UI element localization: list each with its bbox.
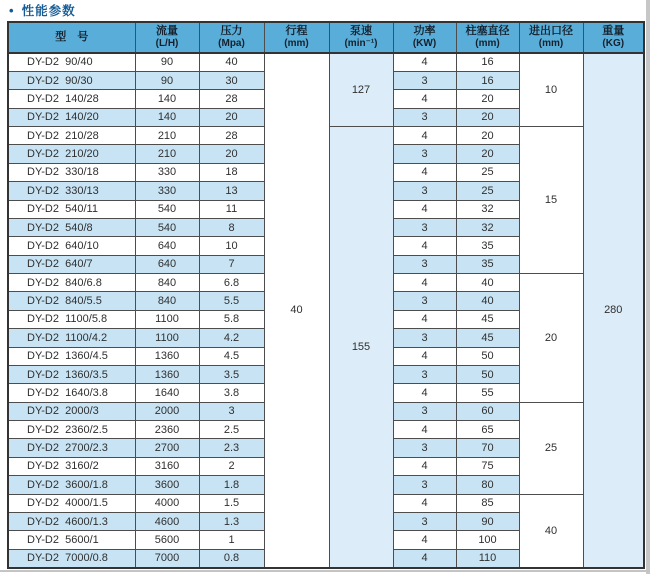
plunger-cell: 20	[456, 145, 519, 163]
model-cell: DY-D2 210/20	[8, 145, 135, 163]
plunger-cell: 40	[456, 274, 519, 292]
model-cell: DY-D2 840/6.8	[8, 274, 135, 292]
model-cell: DY-D2 4600/1.3	[8, 512, 135, 530]
power-cell: 3	[393, 439, 456, 457]
header-cell-inlet: 进出口径 (mm)	[519, 22, 583, 53]
bullet-icon: •	[9, 2, 14, 18]
flow-cell: 540	[135, 218, 199, 236]
header-cell-flow: 流量 (L/H)	[135, 22, 199, 53]
pressure-cell: 5.8	[199, 310, 264, 328]
pressure-cell: 0.8	[199, 549, 264, 567]
power-cell: 3	[393, 71, 456, 89]
model-cell: DY-D2 210/28	[8, 127, 135, 145]
power-cell: 3	[393, 292, 456, 310]
model-cell: DY-D2 140/20	[8, 108, 135, 126]
pressure-cell: 7	[199, 255, 264, 273]
flow-cell: 210	[135, 145, 199, 163]
header-row	[8, 22, 644, 53]
model-cell: DY-D2 1360/4.5	[8, 347, 135, 365]
flow-cell: 7000	[135, 549, 199, 567]
table-body	[8, 53, 644, 568]
plunger-cell: 20	[456, 127, 519, 145]
pressure-cell: 6.8	[199, 274, 264, 292]
pressure-cell: 1	[199, 531, 264, 549]
pressure-cell: 20	[199, 145, 264, 163]
pressure-cell: 18	[199, 163, 264, 181]
pressure-cell: 8	[199, 218, 264, 236]
power-cell: 4	[393, 531, 456, 549]
model-cell: DY-D2 3160/2	[8, 457, 135, 475]
model-cell: DY-D2 540/11	[8, 200, 135, 218]
speed-cell: 127	[329, 53, 393, 127]
power-cell: 4	[393, 549, 456, 567]
page-title-text: 性能参数	[21, 4, 76, 18]
flow-cell: 2360	[135, 421, 199, 439]
flow-cell: 640	[135, 255, 199, 273]
performance-params-table	[7, 21, 645, 569]
plunger-cell: 35	[456, 255, 519, 273]
model-cell: DY-D2 640/7	[8, 255, 135, 273]
pressure-cell: 1.8	[199, 476, 264, 494]
header-cell-plunger: 柱塞直径 (mm)	[456, 22, 519, 53]
model-cell: DY-D2 7000/0.8	[8, 549, 135, 567]
flow-cell: 1360	[135, 365, 199, 383]
plunger-cell: 45	[456, 329, 519, 347]
flow-cell: 4000	[135, 494, 199, 512]
power-cell: 3	[393, 108, 456, 126]
pressure-cell: 4.5	[199, 347, 264, 365]
power-cell: 4	[393, 200, 456, 218]
power-cell: 4	[393, 53, 456, 71]
model-cell: DY-D2 2700/2.3	[8, 439, 135, 457]
plunger-cell: 50	[456, 365, 519, 383]
table-row	[8, 53, 644, 71]
power-cell: 4	[393, 310, 456, 328]
model-cell: DY-D2 1100/5.8	[8, 310, 135, 328]
header-cell-weight: 重量 (KG)	[583, 22, 644, 53]
model-cell: DY-D2 640/10	[8, 237, 135, 255]
power-cell: 4	[393, 90, 456, 108]
plunger-cell: 70	[456, 439, 519, 457]
flow-cell: 90	[135, 71, 199, 89]
power-cell: 4	[393, 347, 456, 365]
model-cell: DY-D2 5600/1	[8, 531, 135, 549]
flow-cell: 1360	[135, 347, 199, 365]
power-cell: 3	[393, 329, 456, 347]
plunger-cell: 40	[456, 292, 519, 310]
page-title	[9, 1, 76, 19]
plunger-cell: 80	[456, 476, 519, 494]
plunger-cell: 25	[456, 163, 519, 181]
pressure-cell: 3.5	[199, 365, 264, 383]
stroke-cell: 40	[264, 53, 329, 568]
model-cell: DY-D2 1640/3.8	[8, 384, 135, 402]
power-cell: 3	[393, 476, 456, 494]
flow-cell: 140	[135, 90, 199, 108]
pressure-cell: 28	[199, 90, 264, 108]
flow-cell: 210	[135, 127, 199, 145]
power-cell: 4	[393, 237, 456, 255]
flow-cell: 1640	[135, 384, 199, 402]
inlet-cell: 25	[519, 402, 583, 494]
plunger-cell: 45	[456, 310, 519, 328]
model-cell: DY-D2 2360/2.5	[8, 421, 135, 439]
plunger-cell: 85	[456, 494, 519, 512]
header-cell-stroke: 行程 (mm)	[264, 22, 329, 53]
model-cell: DY-D2 90/30	[8, 71, 135, 89]
model-cell: DY-D2 330/18	[8, 163, 135, 181]
plunger-cell: 55	[456, 384, 519, 402]
bottom-edge-divider	[0, 570, 650, 572]
power-cell: 3	[393, 402, 456, 420]
pressure-cell: 3	[199, 402, 264, 420]
flow-cell: 5600	[135, 531, 199, 549]
flow-cell: 330	[135, 163, 199, 181]
plunger-cell: 75	[456, 457, 519, 475]
flow-cell: 330	[135, 182, 199, 200]
inlet-cell: 40	[519, 494, 583, 568]
model-cell: DY-D2 4000/1.5	[8, 494, 135, 512]
plunger-cell: 20	[456, 108, 519, 126]
power-cell: 4	[393, 494, 456, 512]
power-cell: 4	[393, 421, 456, 439]
pressure-cell: 30	[199, 71, 264, 89]
plunger-cell: 32	[456, 218, 519, 236]
header-cell-pressure: 压力 (Mpa)	[199, 22, 264, 53]
flow-cell: 1100	[135, 310, 199, 328]
pressure-cell: 13	[199, 182, 264, 200]
power-cell: 4	[393, 163, 456, 181]
model-cell: DY-D2 840/5.5	[8, 292, 135, 310]
model-cell: DY-D2 2000/3	[8, 402, 135, 420]
flow-cell: 140	[135, 108, 199, 126]
flow-cell: 2000	[135, 402, 199, 420]
flow-cell: 1100	[135, 329, 199, 347]
plunger-cell: 60	[456, 402, 519, 420]
pressure-cell: 20	[199, 108, 264, 126]
flow-cell: 840	[135, 274, 199, 292]
plunger-cell: 65	[456, 421, 519, 439]
power-cell: 3	[393, 512, 456, 530]
plunger-cell: 32	[456, 200, 519, 218]
model-cell: DY-D2 90/40	[8, 53, 135, 71]
flow-cell: 540	[135, 200, 199, 218]
pressure-cell: 11	[199, 200, 264, 218]
power-cell: 4	[393, 457, 456, 475]
pressure-cell: 40	[199, 53, 264, 71]
plunger-cell: 90	[456, 512, 519, 530]
plunger-cell: 20	[456, 90, 519, 108]
inlet-cell: 15	[519, 127, 583, 274]
plunger-cell: 16	[456, 53, 519, 71]
weight-cell: 280	[583, 53, 644, 568]
pressure-cell: 5.5	[199, 292, 264, 310]
power-cell: 4	[393, 274, 456, 292]
plunger-cell: 50	[456, 347, 519, 365]
header-cell-model: 型 号	[8, 22, 135, 53]
pressure-cell: 28	[199, 127, 264, 145]
power-cell: 4	[393, 127, 456, 145]
speed-cell: 155	[329, 127, 393, 568]
inlet-cell: 20	[519, 274, 583, 403]
model-cell: DY-D2 3600/1.8	[8, 476, 135, 494]
flow-cell: 90	[135, 53, 199, 71]
pressure-cell: 2	[199, 457, 264, 475]
model-cell: DY-D2 1360/3.5	[8, 365, 135, 383]
plunger-cell: 110	[456, 549, 519, 567]
pressure-cell: 10	[199, 237, 264, 255]
flow-cell: 640	[135, 237, 199, 255]
flow-cell: 3600	[135, 476, 199, 494]
plunger-cell: 100	[456, 531, 519, 549]
pressure-cell: 3.8	[199, 384, 264, 402]
pressure-cell: 1.5	[199, 494, 264, 512]
pressure-cell: 4.2	[199, 329, 264, 347]
pressure-cell: 1.3	[199, 512, 264, 530]
model-cell: DY-D2 330/13	[8, 182, 135, 200]
power-cell: 3	[393, 255, 456, 273]
inlet-cell: 10	[519, 53, 583, 127]
plunger-cell: 35	[456, 237, 519, 255]
power-cell: 3	[393, 218, 456, 236]
flow-cell: 3160	[135, 457, 199, 475]
pressure-cell: 2.3	[199, 439, 264, 457]
header-cell-power: 功率 (KW)	[393, 22, 456, 53]
plunger-cell: 25	[456, 182, 519, 200]
pressure-cell: 2.5	[199, 421, 264, 439]
header-cell-speed: 泵速 (min⁻¹)	[329, 22, 393, 53]
flow-cell: 4600	[135, 512, 199, 530]
model-cell: DY-D2 1100/4.2	[8, 329, 135, 347]
model-cell: DY-D2 540/8	[8, 218, 135, 236]
right-edge-divider	[646, 0, 650, 574]
flow-cell: 840	[135, 292, 199, 310]
flow-cell: 2700	[135, 439, 199, 457]
plunger-cell: 16	[456, 71, 519, 89]
model-cell: DY-D2 140/28	[8, 90, 135, 108]
power-cell: 4	[393, 384, 456, 402]
power-cell: 3	[393, 365, 456, 383]
power-cell: 3	[393, 145, 456, 163]
power-cell: 3	[393, 182, 456, 200]
